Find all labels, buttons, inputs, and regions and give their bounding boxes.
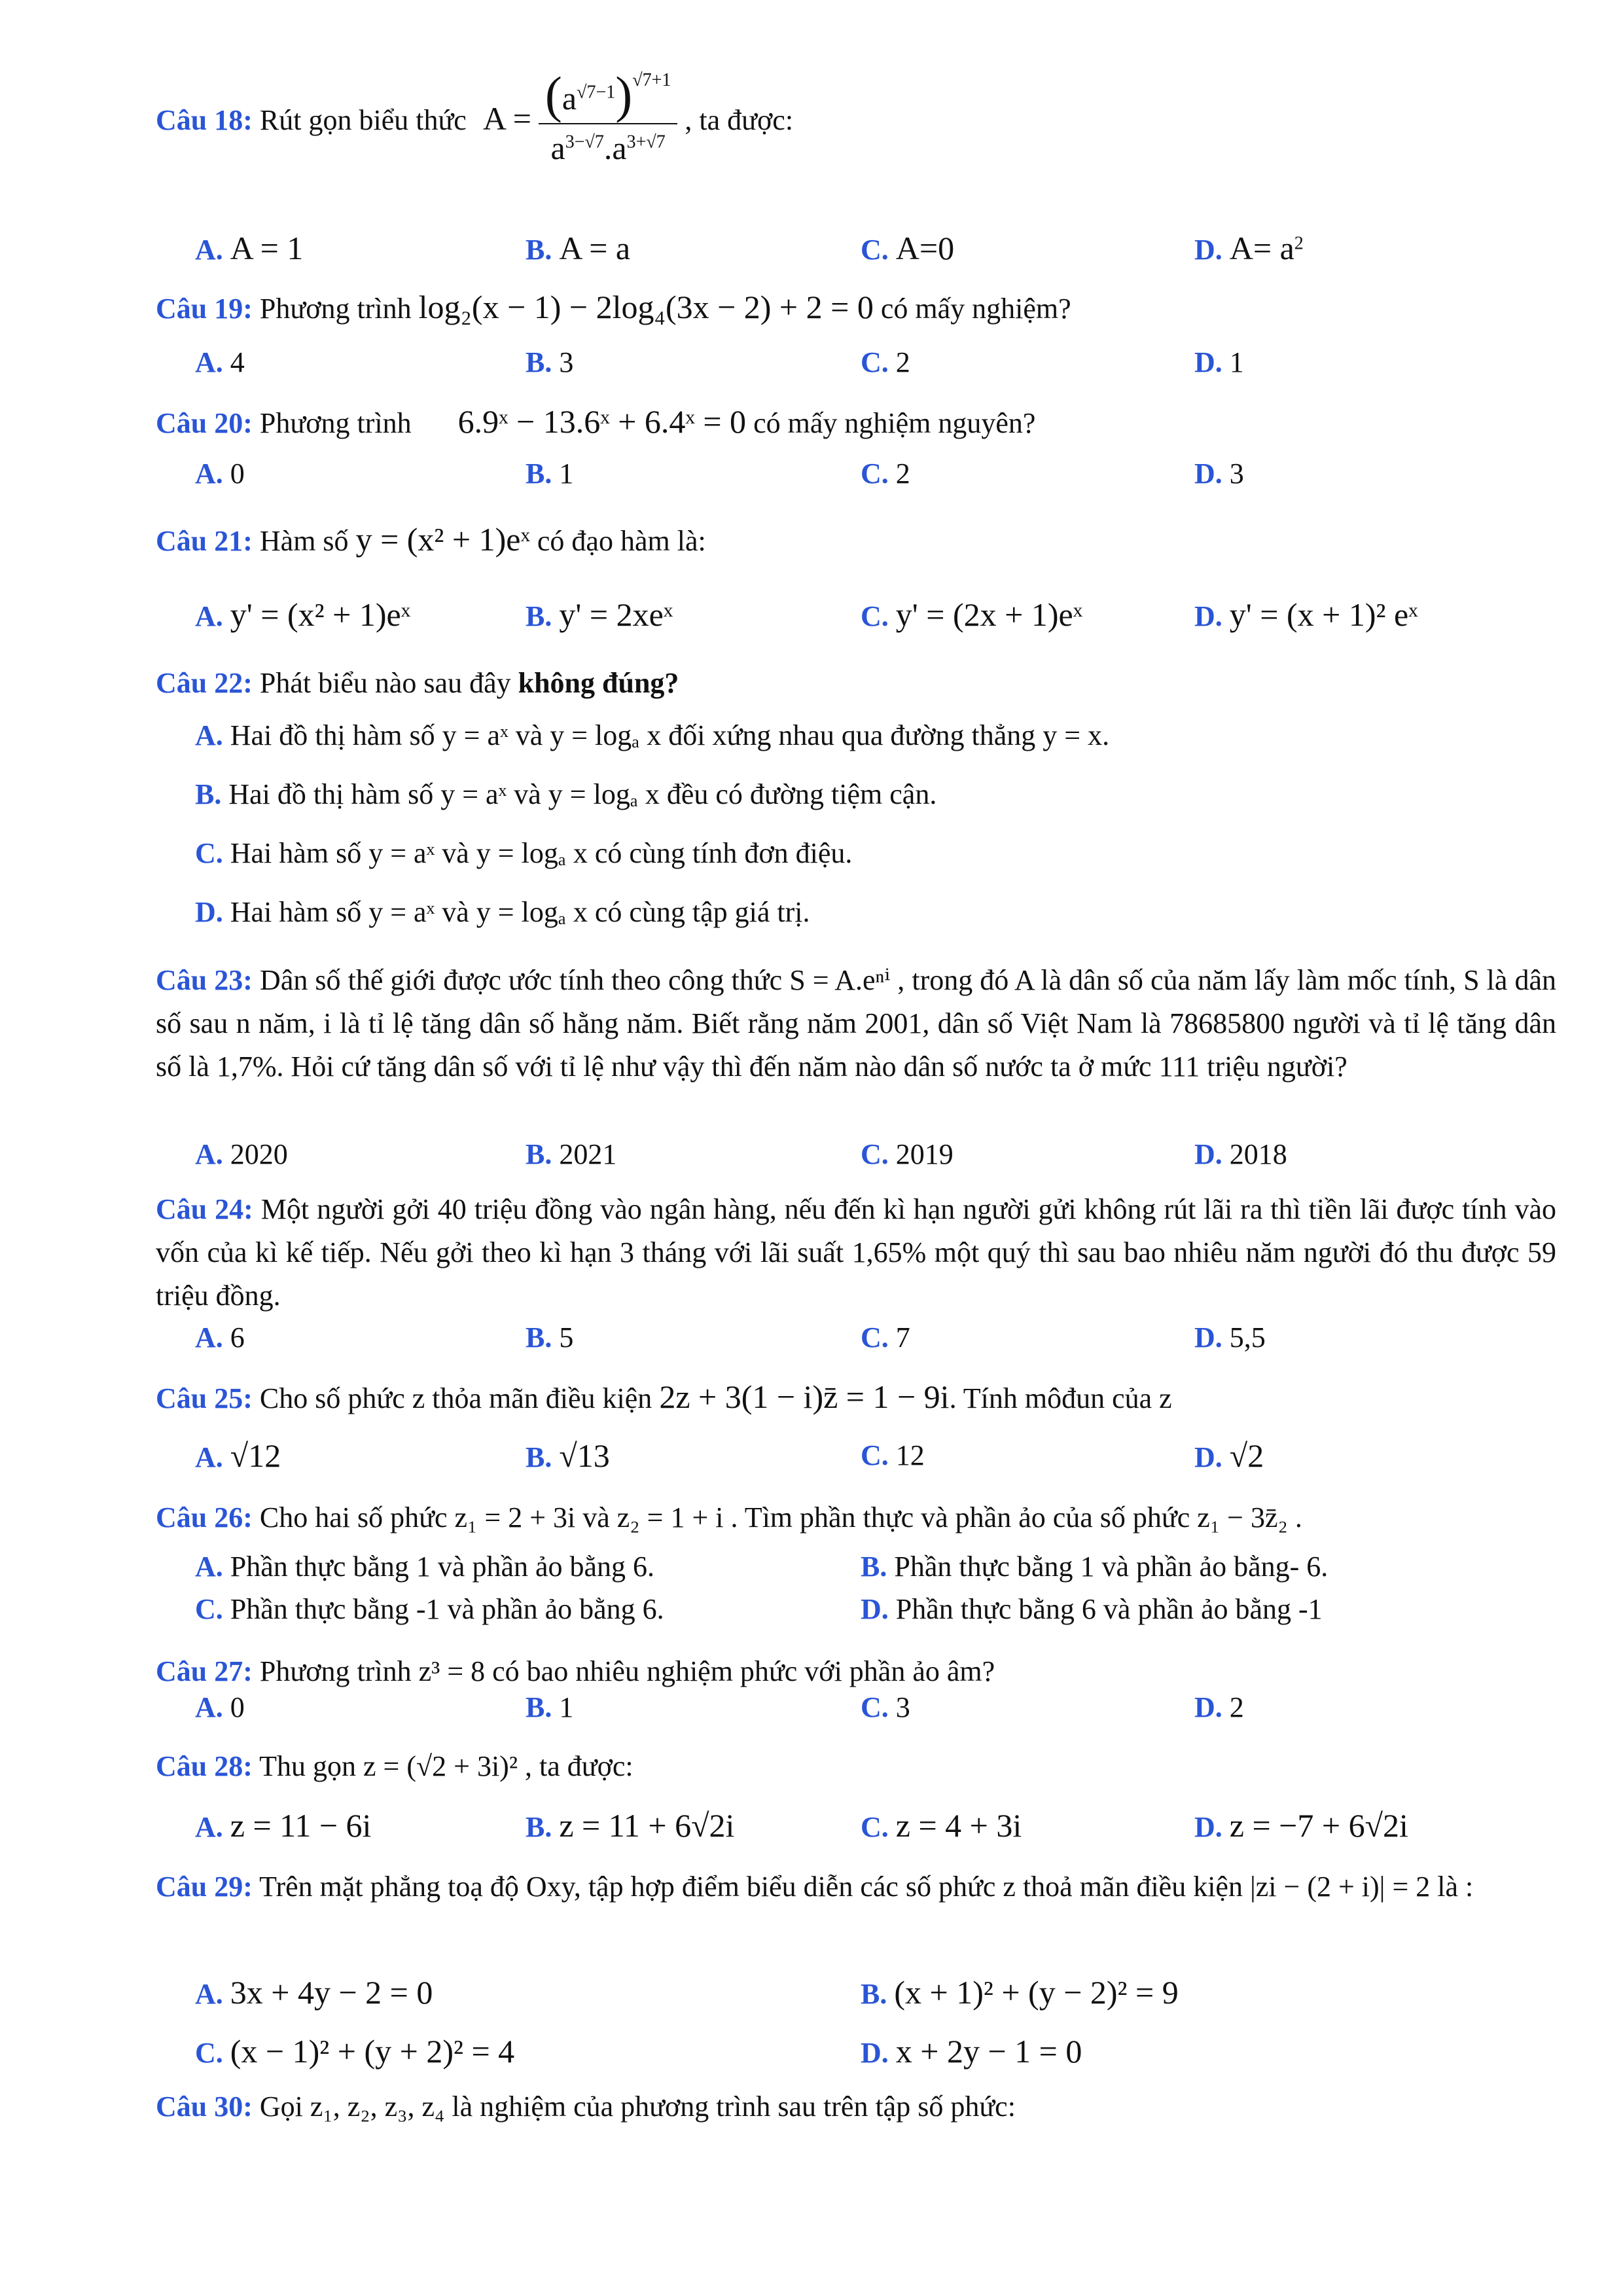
option-d[interactable]: D. 1 [1194,346,1244,378]
option-b[interactable]: B. 2021 [526,1138,617,1170]
option-a[interactable]: A. 4 [195,346,245,378]
question-29 [156,1865,1556,1909]
question-emphasis: không đúng? [518,667,679,699]
question-label: Câu 21: [156,525,253,557]
option-c[interactable]: C. 2 [861,346,910,378]
option-b[interactable]: B. 5 [526,1321,574,1354]
question-22 [156,664,1556,702]
question-tail: có mấy nghiệm? [880,293,1071,325]
question-18 [156,66,1556,168]
question-26 [156,1499,1556,1537]
question-23 [156,959,1556,1088]
fraction-denominator: $a^{3-√7}.a^{3+√7}$ [550,130,666,166]
option-a[interactable]: A. 0 [195,457,245,490]
option-b[interactable]: B. 3 [526,346,574,378]
option-a[interactable]: A. y' = (x² + 1)eˣ [195,596,411,633]
question-label: Câu 30: [156,2090,253,2123]
option-d[interactable]: D. 2 [1194,1691,1244,1723]
question-text: Cho số phức z thỏa mãn điều kiện [259,1382,652,1414]
question-text: Trên mặt phẳng toạ độ Oxy, tập hợp điểm biểu diễn các số phức z thoả mãn điều kiện |zi − (2 + i)| = 2 là : [259,1871,1474,1903]
option-a[interactable]: A. Hai đồ thị hàm số y = aˣ và y = logₐ x đối xứng nhau qua đường thẳng y = x. [195,719,1110,751]
option-c[interactable]: C. A=0 [861,230,955,266]
option-d[interactable]: D. $A= a^2$ [1194,230,1304,266]
question-tail: có đạo hàm là: [537,525,706,557]
question-label: Câu 20: [156,407,253,439]
option-c[interactable]: C. (x − 1)² + (y + 2)² = 4 [195,2033,515,2070]
option-a[interactable]: A. z = 11 − 6i [195,1807,372,1844]
question-tail: có mấy nghiệm nguyên? [753,407,1036,439]
option-c[interactable]: C. 2019 [861,1138,954,1170]
option-d[interactable]: D. x + 2y − 1 = 0 [861,2033,1082,2070]
option-b[interactable]: B. 1 [526,457,574,490]
outer-exponent: √7+1 [632,70,671,90]
question-text: Phương trình [259,293,412,325]
question-text: Phát biểu nào sau đây [259,667,511,699]
option-d[interactable]: D. Phần thực bằng 6 và phần ảo bằng -1 [861,1593,1323,1625]
option-c[interactable]: C. 2 [861,457,910,490]
question-label: Câu 29: [156,1871,253,1903]
option-d[interactable]: D. 2018 [1194,1138,1287,1170]
option-d[interactable]: D. z = −7 + 6√2i [1194,1807,1408,1844]
question-text: Phương trình [259,407,412,439]
option-b[interactable]: B. √13 [526,1437,610,1474]
question-text: Gọi z₁, z₂, z₃, z₄ là nghiệm của phương trình sau trên tập số phức: [259,2090,1016,2123]
option-c[interactable]: C. Hai hàm số y = aˣ và y = logₐ x có cùng tính đơn điệu. [195,837,853,869]
question-tail: , ta được: [685,104,794,137]
option-c[interactable]: C. z = 4 + 3i [861,1807,1022,1844]
fraction-numerator: $(a^{√7-1})^{√7+1}$ [539,79,678,124]
option-d[interactable]: D. y' = (x + 1)² eˣ [1194,596,1418,633]
question-19 [156,288,1556,328]
option-c[interactable]: C. 7 [861,1321,910,1354]
option-c[interactable]: C. y' = (2x + 1)eˣ [861,596,1083,633]
equation: y = (x² + 1)eˣ [355,521,530,558]
question-27 [156,1653,1556,1691]
question-25 [156,1378,1556,1418]
option-d[interactable]: D. 5,5 [1194,1321,1266,1354]
option-b[interactable]: B. A = a [526,230,631,266]
question-text: Rút gọn biểu thức [259,104,467,137]
question-label: Câu 24: [156,1193,253,1225]
option-b[interactable]: B. 1 [526,1691,574,1723]
option-a[interactable]: A. Phần thực bằng 1 và phần ảo bằng 6. [195,1551,655,1583]
question-text: Phương trình z³ = 8 có bao nhiêu nghiệm phức với phần ảo âm? [259,1655,995,1687]
question-30 [156,2088,1556,2126]
option-d[interactable]: D. Hai hàm số y = aˣ và y = logₐ x có cùng tập giá trị. [195,896,810,928]
question-label: Câu 27: [156,1655,253,1687]
option-a[interactable]: A. 6 [195,1321,245,1354]
option-a[interactable]: A. 3x + 4y − 2 = 0 [195,1974,433,2011]
question-label: Câu 22: [156,667,253,699]
option-d[interactable]: D. √2 [1194,1437,1264,1474]
option-a[interactable]: A. 0 [195,1691,245,1723]
option-b[interactable]: B. (x + 1)² + (y − 2)² = 9 [861,1974,1179,2011]
option-a[interactable]: A. 2020 [195,1138,288,1170]
option-b[interactable]: B. Phần thực bằng 1 và phần ảo bằng- 6. [861,1551,1329,1583]
option-c[interactable]: C. 3 [861,1691,910,1723]
option-b[interactable]: B. Hai đồ thị hàm số y = aˣ và y = logₐ x đều có đường tiệm cận. [195,778,937,810]
option-a[interactable]: A. √12 [195,1437,281,1474]
option-a[interactable]: A. A = 1 [195,230,304,266]
question-24 [156,1188,1556,1318]
question-label: Câu 18: [156,104,253,137]
fraction-expression [539,66,678,168]
question-tail: . Tính môđun của z [949,1382,1172,1414]
question-text: Cho hai số phức z₁ = 2 + 3i và z₂ = 1 + i . Tìm phần thực và phần ảo của số phức z₁ − 3z̄₂ . [259,1501,1302,1534]
question-21 [156,520,1556,560]
option-b[interactable]: B. y' = 2xeˣ [526,596,673,633]
question-text: Một người gởi 40 triệu đồng vào ngân hàng, nếu đến kì hạn người gửi không rút lãi ra thì tiền lãi được tính vào vốn của kì kế tiếp. Nếu gởi theo kì hạn 3 tháng với lãi suất 1,65% một quý thì sau bao nhiêu năm người đó thu được 59 triệu đồng. [156,1193,1557,1312]
question-text: Dân số thế giới được ước tính theo công thức S = A.eⁿⁱ , trong đó A là dân số của năm lấy làm mốc tính, S là dân số sau n năm, i là tỉ lệ tăng dân số hằng năm. Biết rằng năm 2001, dân số Việt Nam là 78685800 người và tỉ lệ tăng dân số là 1,7%. Hỏi cứ tăng dân số với tỉ lệ như vậy thì đến năm nào dân số nước ta ở mức 111 triệu người? [156,964,1556,1083]
question-28 [156,1748,1556,1785]
question-20 [156,403,1556,442]
question-label: Câu 19: [156,293,253,325]
question-label: Câu 26: [156,1501,253,1534]
option-d[interactable]: D. 3 [1194,457,1244,490]
question-label: Câu 25: [156,1382,253,1414]
question-text: Hàm số [259,525,349,557]
option-c[interactable]: C. Phần thực bằng -1 và phần ảo bằng 6. [195,1593,664,1625]
equation: log₂(x − 1) − 2log₄(3x − 2) + 2 = 0 [418,289,874,325]
question-label: Câu 28: [156,1750,253,1782]
equation: 2z + 3(1 − i)z̄ = 1 − 9i [659,1378,950,1415]
question-label: Câu 23: [156,964,253,996]
inner-exponent: √7−1 [577,82,616,103]
option-c[interactable]: C. 12 [861,1439,925,1471]
question-text: Thu gọn z = (√2 + 3i)² , ta được: [259,1750,633,1782]
option-b[interactable]: B. z = 11 + 6√2i [526,1807,735,1844]
math-lhs: A = [482,100,531,137]
equation: 6.9ˣ − 13.6ˣ + 6.4ˣ = 0 [457,403,747,440]
